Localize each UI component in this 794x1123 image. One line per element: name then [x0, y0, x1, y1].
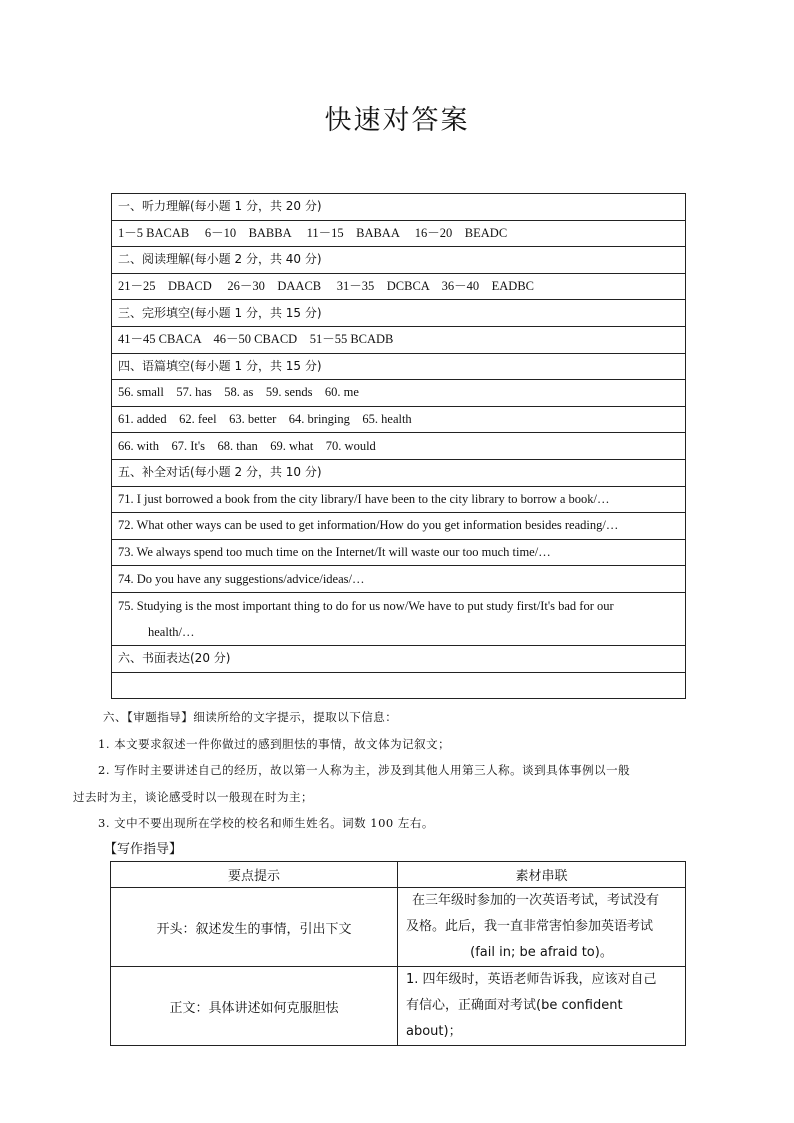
answer-row: 21－25 DBACD 26－30 DAACB 31－35 DCBCA 36－40 EADBC [112, 273, 686, 300]
section-heading-cloze: 三、完形填空(每小题 1 分，共 15 分) [112, 300, 686, 327]
key-point-cell: 开头：叙述发生的事情，引出下文 [111, 888, 398, 967]
guide-text: 2. 写作时主要讲述自己的经历，故以第一人称为主，涉及到其他人用第三人称。谈到具体事例以一般 [98, 763, 631, 777]
guide-heading [103, 709, 753, 725]
material-line: 1. 四年级时，英语老师告诉我，应该对自己 [406, 972, 657, 987]
writing-guide-table [110, 861, 686, 1046]
table-row [112, 645, 686, 672]
table-row [112, 672, 686, 699]
material-line: 有信心，正确面对考试(be confident about)； [406, 998, 623, 1039]
material-line: (fail in; be afraid to)。 [470, 945, 613, 960]
answer-row: 74. Do you have any suggestions/advice/ideas/… [112, 566, 686, 593]
guide-point-3 [98, 815, 748, 831]
table-row [112, 353, 686, 380]
answer-row: 66. with 67. It's 68. than 69. what 70. would [112, 433, 686, 460]
table-row [111, 967, 686, 1046]
answer-row: 41－45 CBACA 46－50 CBACD 51－55 BCADB [112, 326, 686, 353]
section-heading-writing: 六、书面表达(20 分) [112, 645, 686, 672]
answer-line: 75. Studying is the most important thing to do for us now/We have to put study first/It's bad for our [118, 598, 614, 613]
table-row [112, 592, 686, 645]
section-heading-reading: 二、阅读理解(每小题 2 分，共 40 分) [112, 247, 686, 274]
writing-guide-heading: 【写作指导】 [104, 842, 183, 857]
answer-table [111, 193, 686, 699]
table-row [112, 406, 686, 433]
key-point-cell: 正文：具体讲述如何克服胆怯 [111, 967, 398, 1046]
guide-point-2-cont [73, 789, 723, 805]
guide-point-2 [98, 762, 748, 778]
material-line: 及格。此后，我一直非常害怕参加英语考试 [406, 919, 654, 934]
column-header: 素材串联 [398, 862, 686, 888]
table-row [112, 326, 686, 353]
section-heading-dialogue: 五、补全对话(每小题 2 分，共 10 分) [112, 459, 686, 486]
section-heading-listening: 一、听力理解(每小题 1 分，共 20 分) [112, 194, 686, 221]
table-row [112, 247, 686, 274]
table-row [112, 459, 686, 486]
guide-point-1 [98, 736, 748, 752]
guide-text: 过去时为主，谈论感受时以一般现在时为主； [73, 790, 313, 804]
guide-text: 六、【审题指导】细读所给的文字提示，提取以下信息： [103, 710, 398, 724]
table-row [112, 433, 686, 460]
table-row [112, 194, 686, 221]
table-row [111, 888, 686, 967]
table-row [112, 539, 686, 566]
table-row [112, 273, 686, 300]
empty-cell [112, 672, 686, 699]
answer-row: 72. What other ways can be used to get information/How do you get information besides reading/… [112, 513, 686, 540]
table-row [112, 566, 686, 593]
table-row [112, 513, 686, 540]
table-row [112, 380, 686, 407]
answer-row: 73. We always spend too much time on the Internet/It will waste our too much time/… [112, 539, 686, 566]
answer-row: 1－5 BACAB 6－10 BABBA 11－15 BABAA 16－20 BEADC [112, 220, 686, 247]
material-line: 在三年级时参加的一次英语考试，考试没有 [412, 893, 660, 908]
guide-text: 1. 本文要求叙述一件你做过的感到胆怯的事情，故文体为记叙文； [98, 737, 451, 751]
table-header-row [111, 862, 686, 888]
answer-row [112, 592, 686, 645]
answer-row: 61. added 62. feel 63. better 64. bringing 65. health [112, 406, 686, 433]
material-cell [398, 967, 686, 1046]
column-header: 要点提示 [111, 862, 398, 888]
answer-row: 56. small 57. has 58. as 59. sends 60. me [112, 380, 686, 407]
page-title: 快速对答案 [324, 105, 470, 136]
table-row [112, 220, 686, 247]
guide-text: 3. 文中不要出现所在学校的校名和师生姓名。词数 100 左右。 [98, 816, 434, 830]
section-heading-passage-fill: 四、语篇填空(每小题 1 分，共 15 分) [112, 353, 686, 380]
answer-line: health/… [148, 624, 195, 639]
answer-row: 71. I just borrowed a book from the city library/I have been to the city library to borrow a book/… [112, 486, 686, 513]
table-row [112, 300, 686, 327]
material-cell [398, 888, 686, 967]
table-row [112, 486, 686, 513]
